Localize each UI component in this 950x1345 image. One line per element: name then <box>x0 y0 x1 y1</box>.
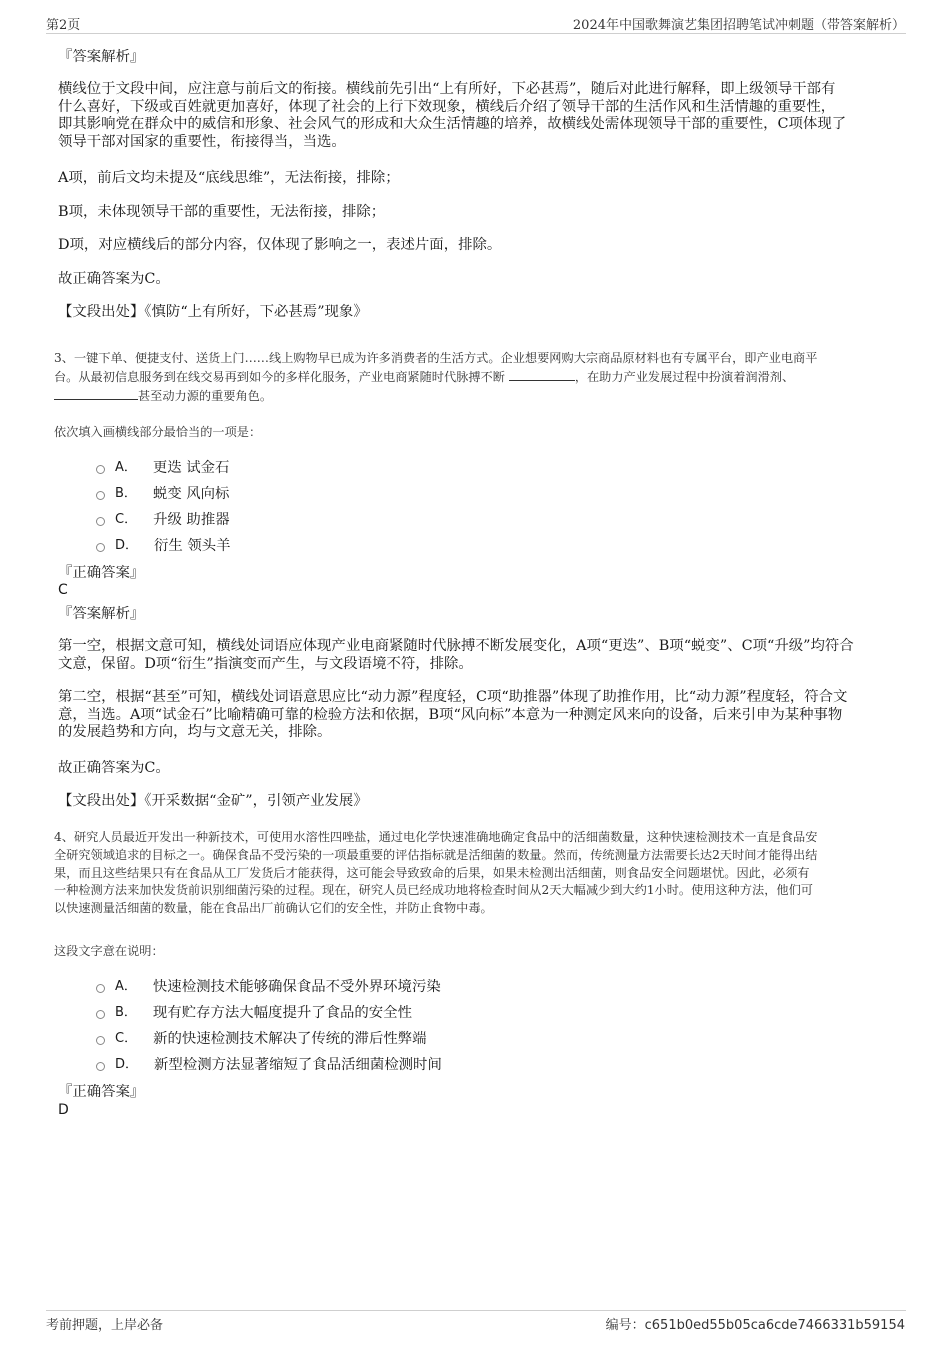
option-key: D． <box>115 538 139 553</box>
stem-text: 台。从最初信息服务到在线交易再到如今的多样化服务，产业电商紧随时代脉搏不断 <box>54 369 505 384</box>
option-text: 快速检测技术能够确保食品不受外界环境污染 <box>152 979 441 995</box>
option-key: C． <box>115 1031 138 1046</box>
q4-stem <box>54 829 899 918</box>
analysis-line: 的发展趋势和方向，均与文意无关，排除。 <box>58 724 332 740</box>
option-text: 新的快速检测技术解决了传统的滞后性弊端 <box>153 1031 427 1047</box>
analysis-line: 即其影响党在群众中的威信和形象、社会风气的形成和大众生活情趣的培养，故横线处需体现领导干部的重要性，C项体现了 <box>58 116 847 132</box>
stem-text: ，在助力产业发展过程中扮演着润滑剂、 <box>574 369 795 384</box>
q3-option-a[interactable] <box>96 459 229 477</box>
stem-line: 3、一键下单、便捷支付、送货上门……线上购物早已成为许多消费者的生活方式。企业想要网购大宗商品原材料也有专属平台，即产业电商平 <box>54 351 818 365</box>
q3-option-c[interactable] <box>96 511 230 529</box>
q3-conclusion: 故正确答案为C。 <box>58 760 170 776</box>
option-text: 蜕变 风向标 <box>152 486 230 502</box>
stem-line: 果，而且这些结果只有在食品从工厂发货后才能获得，这可能会导致致命的后果，如果未检测出活细菌，则食品安全问题堪忧。因此，必须有 <box>54 865 810 880</box>
analysis-line: 领导干部对国家的重要性，衔接得当，当选。 <box>58 133 346 150</box>
footer-code-label: 编号： <box>605 1318 645 1333</box>
footer-code-value: c651b0ed55b05ca6cde7466331b59154 <box>644 1318 905 1333</box>
header-divider <box>46 33 906 34</box>
option-text: 升级 助推器 <box>153 512 230 528</box>
option-key: A． <box>115 979 137 994</box>
analysis-line: 意，当选。A项“试金石”比喻精确可靠的检验方法和依据，B项“风向标”本意为一种测定风来向的设备，后来引申为某种事物 <box>58 706 843 723</box>
q3-option-b[interactable] <box>96 485 229 503</box>
radio-button[interactable] <box>96 984 105 993</box>
q3-analysis-label: 『答案解析』 <box>58 606 145 622</box>
radio-button[interactable] <box>96 1036 105 1045</box>
q2-item-d: D项，对应横线后的部分内容，仅体现了影响之一，表述片面，排除。 <box>58 237 502 253</box>
q4-answer: D <box>58 1102 69 1118</box>
radio-button[interactable] <box>96 1010 105 1019</box>
q2-item-a: A项，前后文均未提及“底线思维”，无法衔接，排除； <box>58 170 400 186</box>
radio-button[interactable] <box>96 1062 105 1071</box>
stem-line <box>54 368 899 387</box>
q3-source: 【文段出处】《开采数据“金矿”，引领产业发展》 <box>58 793 368 809</box>
fill-blank-2 <box>54 387 138 400</box>
q4-option-a[interactable] <box>96 978 441 996</box>
q2-item-b: B项，未体现领导干部的重要性，无法衔接，排除； <box>58 204 386 220</box>
document-title: 2024年中国歌舞演艺集团招聘笔试冲刺题（带答案解析） <box>572 18 905 33</box>
q4-prompt: 这段文字意在说明： <box>54 944 164 958</box>
q3-analysis-para1 <box>58 638 890 673</box>
q2-conclusion: 故正确答案为C。 <box>58 271 170 287</box>
analysis-line: 横线位于文段中间，应注意与前后文的衔接。横线前先引出“上有所好，下必甚焉”，随后对此进行解释，即上级领导干部有 <box>58 81 836 97</box>
stem-line <box>54 387 899 406</box>
footer-slogan: 考前押题，上岸必备 <box>46 1318 164 1333</box>
option-key: C． <box>115 512 138 527</box>
radio-button[interactable] <box>96 491 105 500</box>
stem-line: 4、研究人员最近开发出一种新技术，可使用水溶性四唑盐，通过电化学快速准确地确定食品中的活细菌数量，这种快速检测技术一直是食品安 <box>54 830 818 844</box>
stem-line: 全研究领域追求的目标之一。确保食品不受污染的一项最重要的评估指标就是活细菌的数量。然而，传统测量方法需要长达2天时间才能得出结 <box>54 847 818 862</box>
stem-line: 一种检测方法来加快发货前识别细菌污染的过程。现在，研究人员已经成功地将检查时间从2天大幅减少到大约1小时。使用这种方法，他们可 <box>54 883 813 898</box>
q4-option-c[interactable] <box>96 1030 427 1048</box>
q4-answer-label: 『正确答案』 <box>58 1084 145 1100</box>
option-text: 更迭 试金石 <box>152 460 230 476</box>
q2-source: 【文段出处】《慎防“上有所好，下必甚焉”现象》 <box>58 304 368 320</box>
q3-answer-label: 『正确答案』 <box>58 565 145 581</box>
option-key: D． <box>115 1057 139 1072</box>
q3-prompt: 依次填入画横线部分最恰当的一项是： <box>54 425 262 439</box>
radio-button[interactable] <box>96 517 105 526</box>
footer-divider <box>46 1310 906 1311</box>
option-text: 新型检测方法显著缩短了食品活细菌检测时间 <box>154 1057 442 1073</box>
analysis-line: 第一空，根据文意可知，横线处词语应体现产业电商紧随时代脉搏不断发展变化，A项“更迭”、B项“蜕变”、C项“升级”均符合 <box>58 638 854 654</box>
radio-button[interactable] <box>96 465 105 474</box>
analysis-line: 文意，保留。D项“衍生”指演变而产生，与文段语境不符，排除。 <box>58 655 473 672</box>
q4-option-d[interactable] <box>96 1056 442 1074</box>
fill-blank-1 <box>509 368 575 381</box>
q3-analysis-para2 <box>58 689 890 742</box>
option-key: A． <box>115 460 137 475</box>
q4-option-b[interactable] <box>96 1004 412 1022</box>
q3-option-d[interactable] <box>96 537 231 555</box>
analysis-line: 第二空，根据“甚至”可知，横线处词语意思应比“动力源”程度轻，C项“助推器”体现了助推作用，比“动力源”程度轻，符合文 <box>58 689 848 705</box>
stem-text: 甚至动力源的重要角色。 <box>138 388 273 403</box>
q2-analysis-text <box>58 81 890 151</box>
option-key: B． <box>115 486 137 501</box>
footer-code <box>606 1314 905 1333</box>
q2-analysis-label: 『答案解析』 <box>58 49 145 65</box>
radio-button[interactable] <box>96 543 105 552</box>
option-text: 衍生 领头羊 <box>154 538 231 554</box>
q3-answer: C <box>58 582 68 598</box>
option-key: B． <box>115 1005 137 1020</box>
stem-line: 以快速测量活细菌的数量，能在食品出厂前确认它们的安全性，并防止食物中毒。 <box>54 901 493 916</box>
analysis-line: 什么喜好，下级或百姓就更加喜好，体现了社会的上行下效现象，横线后介绍了领导干部的生活作风和生活情趣的重要性， <box>58 98 836 115</box>
page-number: 第2页 <box>46 18 81 33</box>
q3-stem <box>54 350 899 405</box>
option-text: 现有贮存方法大幅度提升了食品的安全性 <box>152 1005 412 1021</box>
